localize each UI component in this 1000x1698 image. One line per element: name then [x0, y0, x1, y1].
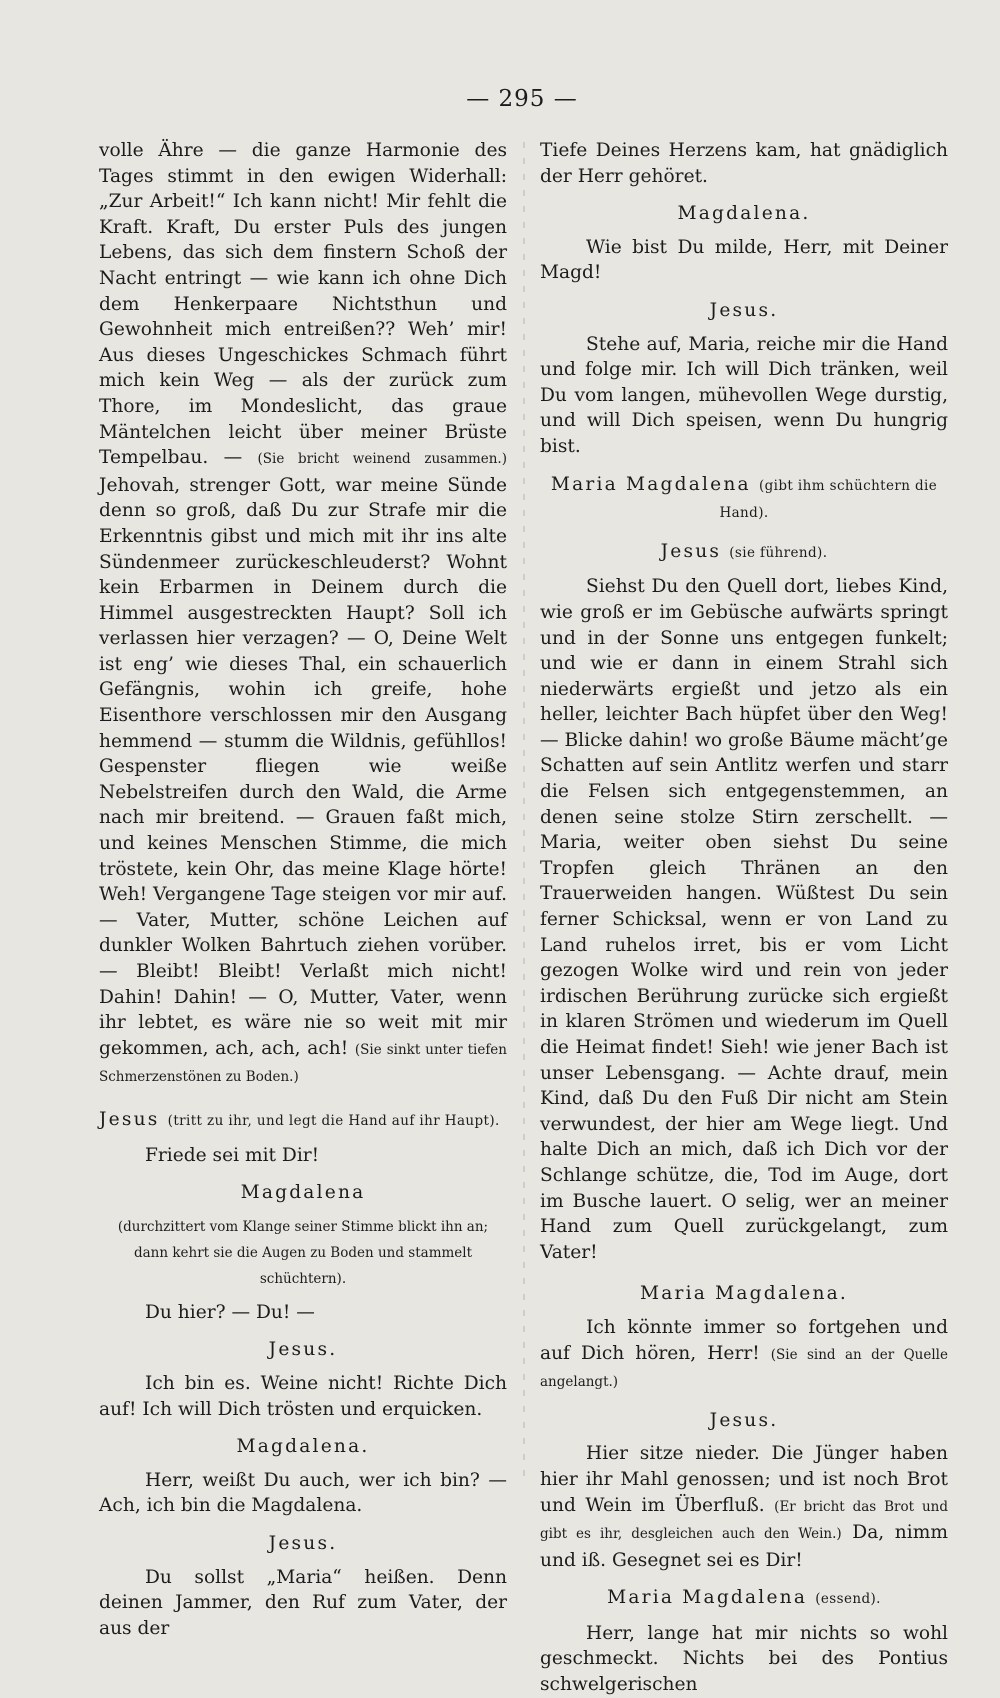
dialogue-paragraph — [540, 1315, 948, 1396]
dialogue-text-cont: Da, nimm und iß. Gesegnet sei es Dir! — [540, 1522, 948, 1571]
stage-direction: (Er bricht das Brot und gibt es ihr, desgleichen auch den Wein.) — [540, 1498, 948, 1543]
stage-direction: (durchzittert vom Klange seiner Stimme blickt ihn an; dann kehrt sie die Augen zu Boden und stammelt schüchtern). — [117, 1218, 489, 1287]
speaker-name: Jesus. — [268, 1339, 338, 1361]
stage-direction: (gibt ihm schüchtern die Hand). — [719, 477, 938, 522]
speaker-name: Magdalena. — [677, 203, 811, 225]
dialogue-line: Friede sei mit Dir! — [145, 1144, 320, 1166]
dialogue-line: Siehst Du den Quell dort, liebes Kind, wie groß er im Gebüsche aufwärts springt und in der Sonne uns entgegen funkelt; und wie er dann in einem Strahl sich niederwärts ergießt und jetzo als ein heller, leichter Bach hüpfet über den Weg! — Blicke dahin! wo große Bäume mächt’ge Schatten auf sein Antlitz werfen und starr die Felsen sich entgegenstemmen, an denen seine stolze Stirn zerschellt. — Maria, weiter oben siehst Du seine Tropfen gleich Thränen an den Trauerweiden hangen. Wüßtest Du sein ferner Schicksal, wenn er von Land zu Land ruhelos irret, bis er vom Licht gezogen Wolke wird und rein von jeder irdischen Berührung zurücke sich ergießt in klaren Strömen und wiederum im Quell die Heimat findet! Sieh! wie jener Bach ist unser Lebensgang. — Achte drauf, mein Kind, daß Du den Fuß Dir nicht am Stein verwundest, der hier am Wege liegt. Und halte Dich an mich, daß ich Dich vor der Schlange schütze, die, Tod im Auge, dort im Busche lauert. O selig, wer an meiner Hand zum Quell zurückgelangt, zum Vater! — [540, 576, 948, 1263]
dialogue-line: Tiefe Deines Herzens kam, hat gnädiglich der Herr gehöret. — [540, 140, 948, 187]
stage-direction: (Sie sind an der Quelle angelangt.) — [540, 1346, 948, 1391]
speaker-name: Jesus. — [709, 1409, 779, 1431]
dialogue-line: Ich bin es. Weine nicht! Richte Dich auf! Ich will Dich trösten und erquicken. — [99, 1372, 507, 1420]
speaker-heading — [99, 1107, 507, 1135]
right-column — [540, 138, 948, 1698]
speaker-name: Magdalena. — [236, 1436, 370, 1458]
dialogue-line: Herr, weißt Du auch, wer ich bin? — Ach, ich bin die Magdalena. — [99, 1469, 507, 1517]
left-column — [99, 138, 507, 1641]
stage-direction: (essend). — [815, 1591, 881, 1608]
speaker-heading — [540, 472, 948, 527]
monologue-paragraph — [99, 138, 507, 1091]
monologue-text: volle Ähre — die ganze Harmonie des Tages stimmt in den ewigen Widerhall: „Zur Arbeit!“ Ich kann nicht! Mir fehlt die Kraft. Kraft, Du erster Puls des jungen Lebens, das sich dem finstern Schoß der Nacht entringt — wie kann ich ohne Dich dem Henkerpaare Nichtsthun und Gewohnheit mich entreißen?? Weh’ mir! Aus dieses Ungeschickes Schmach führt mich kein Weg — als der zurück zum Thore, im Mondeslicht, das graue Mäntelchen leicht über meiner Brüste Tempelbau. — — [99, 140, 507, 469]
column-divider — [518, 142, 530, 1482]
stage-direction: (sie führend). — [729, 544, 828, 561]
stage-direction: (tritt zu ihr, und legt die Hand auf ihr Haupt). — [167, 1112, 500, 1129]
dialogue-line: Du hier? — Du! — — [145, 1301, 315, 1323]
speaker-heading — [540, 539, 948, 567]
speaker-name: Jesus — [99, 1108, 160, 1130]
speaker-heading — [540, 1585, 948, 1613]
dialogue-line: Du sollst „Maria“ heißen. Denn deinen Jammer, den Ruf zum Vater, der aus der — [99, 1566, 507, 1639]
speaker-name: Maria Magdalena — [607, 1587, 808, 1609]
dialogue-paragraph — [540, 1441, 948, 1573]
speaker-name: Magdalena — [240, 1182, 366, 1204]
dialogue-line: Stehe auf, Maria, reiche mir die Hand und folge mir. Ich will Dich tränken, weil Du vom langen, mühevollen Wege durstig, und will Dich speisen, wenn Du hungrig bist. — [540, 333, 948, 457]
stage-direction: (Sie bricht weinend zusammen.) — [257, 451, 507, 468]
speaker-name: Jesus — [660, 540, 722, 562]
speaker-name: Maria Magdalena — [550, 473, 751, 495]
dialogue-text: Ich könnte immer so fortgehen und auf Dich hören, Herr! — [540, 1316, 948, 1364]
dialogue-text: Hier sitze nieder. Die Jünger haben hier ihr Mahl genossen; und ist noch Brot und Wein im Überfluß. — [540, 1443, 948, 1516]
dialogue-line: Herr, lange hat mir nichts so wohl geschmeckt. Nichts bei des Pontius schwelgerischen — [540, 1622, 948, 1696]
stage-direction: (Sie sinkt unter tiefen Schmerzenstönen zu Boden.) — [99, 1041, 507, 1086]
speaker-name: Maria Magdalena. — [639, 1283, 849, 1305]
monologue-text-cont: Jehovah, strenger Gott, war meine Sünde denn so groß, daß Du zur Strafe mir die Erkenntnis gibst und mich mit ihr ins alte Sündenmeer zurückeschleuderst? Wohnt kein Erbarmen in Deinem durch die Himmel ausgestreckten Haupt? Soll ich verlassen hier verzagen? — O, Deine Welt ist eng’ wie dieses Thal, ein schauerlich Gefängnis, wohin ich greife, hohe Eisenthore verschlossen mir den Ausgang hemmend — stumm die Wildnis, gefühllos! Gespenster fliegen wie weiße Nebelstreifen durch den Wald, die Arme nach mir breitend. — Grauen faßt mich, und keines Menschen Stimme, die mich tröstete, kein Ohr, das meine Klage hörte! Weh! Vergangene Tage steigen vor mir auf. — Vater, Mutter, schöne Leichen auf dunkler Wolken Bahrtuch ziehen vorüber. — Bleibt! Bleibt! Verlaßt mich nicht! Dahin! Dahin! — O, Mutter, Vater, wenn ihr lebtet, es wäre nie so weit mit mir gekommen, ach, ach, ach! — [99, 474, 508, 1059]
dialogue-line: Wie bist Du milde, Herr, mit Deiner Magd! — [540, 236, 948, 284]
speaker-name: Jesus. — [709, 299, 779, 321]
speaker-name: Jesus. — [268, 1532, 338, 1554]
page-number: — 295 — — [466, 86, 578, 112]
